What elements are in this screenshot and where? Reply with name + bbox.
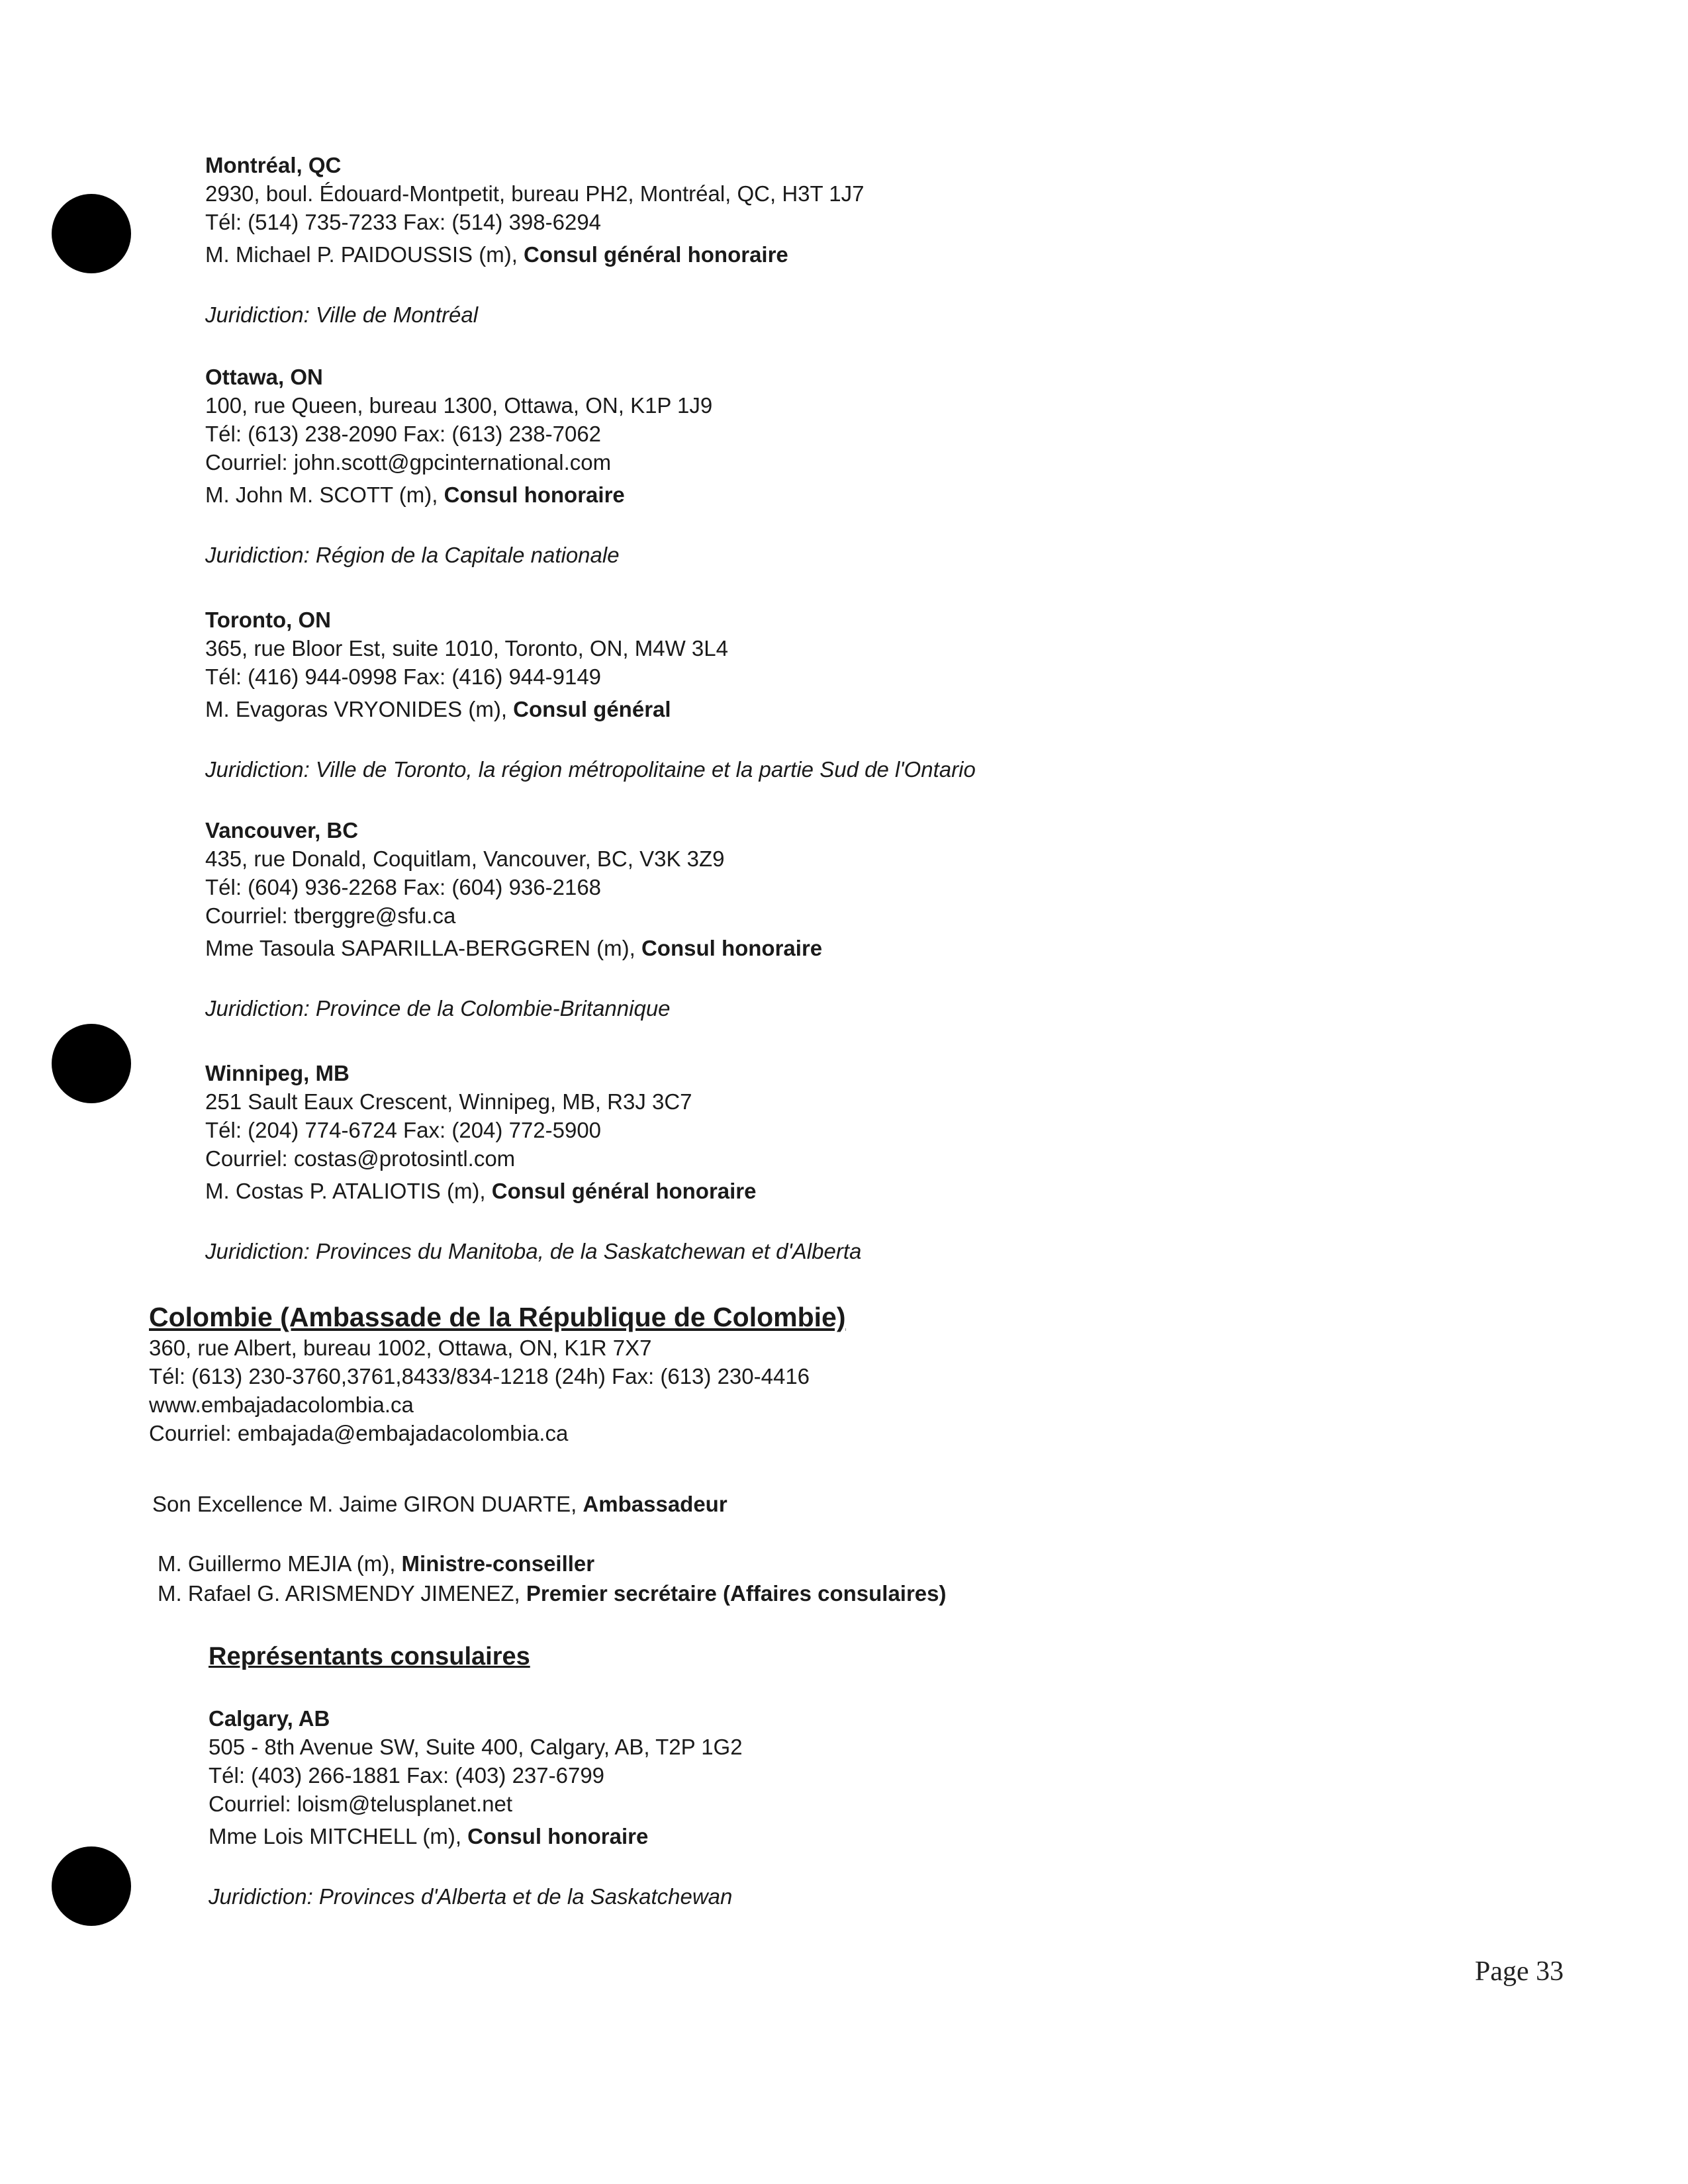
jurisdiction: Juridiction: Ville de Toronto, la région métropolitaine et la partie Sud de l'Ontario <box>205 757 976 782</box>
jurisdiction: Juridiction: Provinces du Manitoba, de la Saskatchewan et d'Alberta <box>205 1239 862 1263</box>
address-line: 251 Sault Eaux Crescent, Winnipeg, MB, R3J 3C7 <box>205 1089 692 1114</box>
address-line: 100, rue Queen, bureau 1300, Ottawa, ON, K1P 1J9 <box>205 393 713 418</box>
jurisdiction: Juridiction: Provinces d'Alberta et de la Saskatchewan <box>209 1884 733 1909</box>
consul-title: Consul général <box>513 697 671 721</box>
consul-name: Mme Tasoula SAPARILLA-BERGGREN (m), <box>205 936 641 960</box>
binder-hole-bottom <box>52 1846 131 1926</box>
binder-hole-middle <box>52 1024 131 1103</box>
consul-name: M. John M. SCOTT (m), <box>205 482 444 507</box>
city-heading: Calgary, AB <box>209 1706 330 1731</box>
consulate-entry-toronto <box>205 606 1463 784</box>
consul-title: Consul général honoraire <box>491 1179 757 1203</box>
ambassador-name: Son Excellence M. Jaime GIRON DUARTE, <box>152 1492 583 1516</box>
city-heading: Winnipeg, MB <box>205 1061 350 1085</box>
phone-line: Tél: (613) 238-2090 Fax: (613) 238-7062 <box>205 422 602 446</box>
embassy-phone: Tél: (613) 230-3760,3761,8433/834-1218 (24h) Fax: (613) 230-4416 <box>149 1364 810 1388</box>
embassy-title: Colombie (Ambassade de la République de Colombie) <box>149 1302 846 1332</box>
binder-hole-top <box>52 194 131 273</box>
phone-line: Tél: (604) 936-2268 Fax: (604) 936-2168 <box>205 875 602 899</box>
staff-name: M. Guillermo MEJIA (m), <box>158 1551 402 1576</box>
consul-line <box>209 1822 1466 1850</box>
address-line: 2930, boul. Édouard-Montpetit, bureau PH2, Montréal, QC, H3T 1J7 <box>205 181 865 206</box>
consul-line <box>205 934 1463 962</box>
phone-line: Tél: (403) 266-1881 Fax: (403) 237-6799 <box>209 1763 605 1788</box>
embassy-block <box>149 1300 1473 1447</box>
phone-line: Tél: (416) 944-0998 Fax: (416) 944-9149 <box>205 664 602 689</box>
ambassador-title: Ambassadeur <box>583 1492 727 1516</box>
consulate-entry-ottawa <box>205 363 1463 569</box>
jurisdiction: Juridiction: Région de la Capitale nationale <box>205 543 620 567</box>
consulate-entry-vancouver <box>205 816 1463 1023</box>
city-heading: Vancouver, BC <box>205 818 359 842</box>
consul-line <box>205 480 1463 509</box>
city-heading: Montréal, QC <box>205 153 342 177</box>
email-line: Courriel: loism@telusplanet.net <box>209 1792 513 1816</box>
consul-line <box>205 1177 1463 1205</box>
consulate-entry-winnipeg <box>205 1059 1463 1265</box>
consul-line <box>205 695 1463 723</box>
consul-title: Consul général honoraire <box>524 242 788 267</box>
consul-line <box>205 240 1463 269</box>
page-number: Page 33 <box>1475 1956 1564 1987</box>
consul-name: M. Evagoras VRYONIDES (m), <box>205 697 514 721</box>
email-line: Courriel: tberggre@sfu.ca <box>205 903 456 928</box>
consul-title: Consul honoraire <box>641 936 823 960</box>
phone-line: Tél: (204) 774-6724 Fax: (204) 772-5900 <box>205 1118 602 1142</box>
consul-name: Mme Lois MITCHELL (m), <box>209 1824 468 1848</box>
staff-line-minister <box>158 1549 594 1578</box>
phone-line: Tél: (514) 735-7233 Fax: (514) 398-6294 <box>205 210 602 234</box>
ambassador-line <box>152 1489 727 1519</box>
embassy-email: Courriel: embajada@embajadacolombia.ca <box>149 1421 569 1445</box>
consul-name: M. Costas P. ATALIOTIS (m), <box>205 1179 492 1203</box>
embassy-address: 360, rue Albert, bureau 1002, Ottawa, ON, K1R 7X7 <box>149 1336 652 1360</box>
address-line: 435, rue Donald, Coquitlam, Vancouver, BC, V3K 3Z9 <box>205 846 725 871</box>
city-heading: Toronto, ON <box>205 608 332 632</box>
city-heading: Ottawa, ON <box>205 365 323 389</box>
consul-name: M. Michael P. PAIDOUSSIS (m), <box>205 242 524 267</box>
jurisdiction: Juridiction: Province de la Colombie-Britannique <box>205 996 671 1021</box>
staff-title: Ministre-conseiller <box>401 1551 595 1576</box>
address-line: 365, rue Bloor Est, suite 1010, Toronto, ON, M4W 3L4 <box>205 636 728 660</box>
consulate-entry-montreal <box>205 151 1463 329</box>
consular-representatives-heading: Représentants consulaires <box>209 1643 530 1670</box>
email-line: Courriel: john.scott@gpcinternational.com <box>205 450 612 475</box>
staff-line-secretary <box>158 1578 947 1608</box>
consulate-entry-calgary <box>209 1704 1466 1911</box>
staff-title: Premier secrétaire (Affaires consulaires) <box>526 1581 947 1606</box>
email-line: Courriel: costas@protosintl.com <box>205 1146 516 1171</box>
address-line: 505 - 8th Avenue SW, Suite 400, Calgary, AB, T2P 1G2 <box>209 1735 743 1759</box>
consul-title: Consul honoraire <box>467 1824 649 1848</box>
embassy-website: www.embajadacolombia.ca <box>149 1392 414 1417</box>
jurisdiction: Juridiction: Ville de Montréal <box>205 302 479 327</box>
staff-name: M. Rafael G. ARISMENDY JIMENEZ, <box>158 1581 526 1606</box>
consul-title: Consul honoraire <box>444 482 625 507</box>
